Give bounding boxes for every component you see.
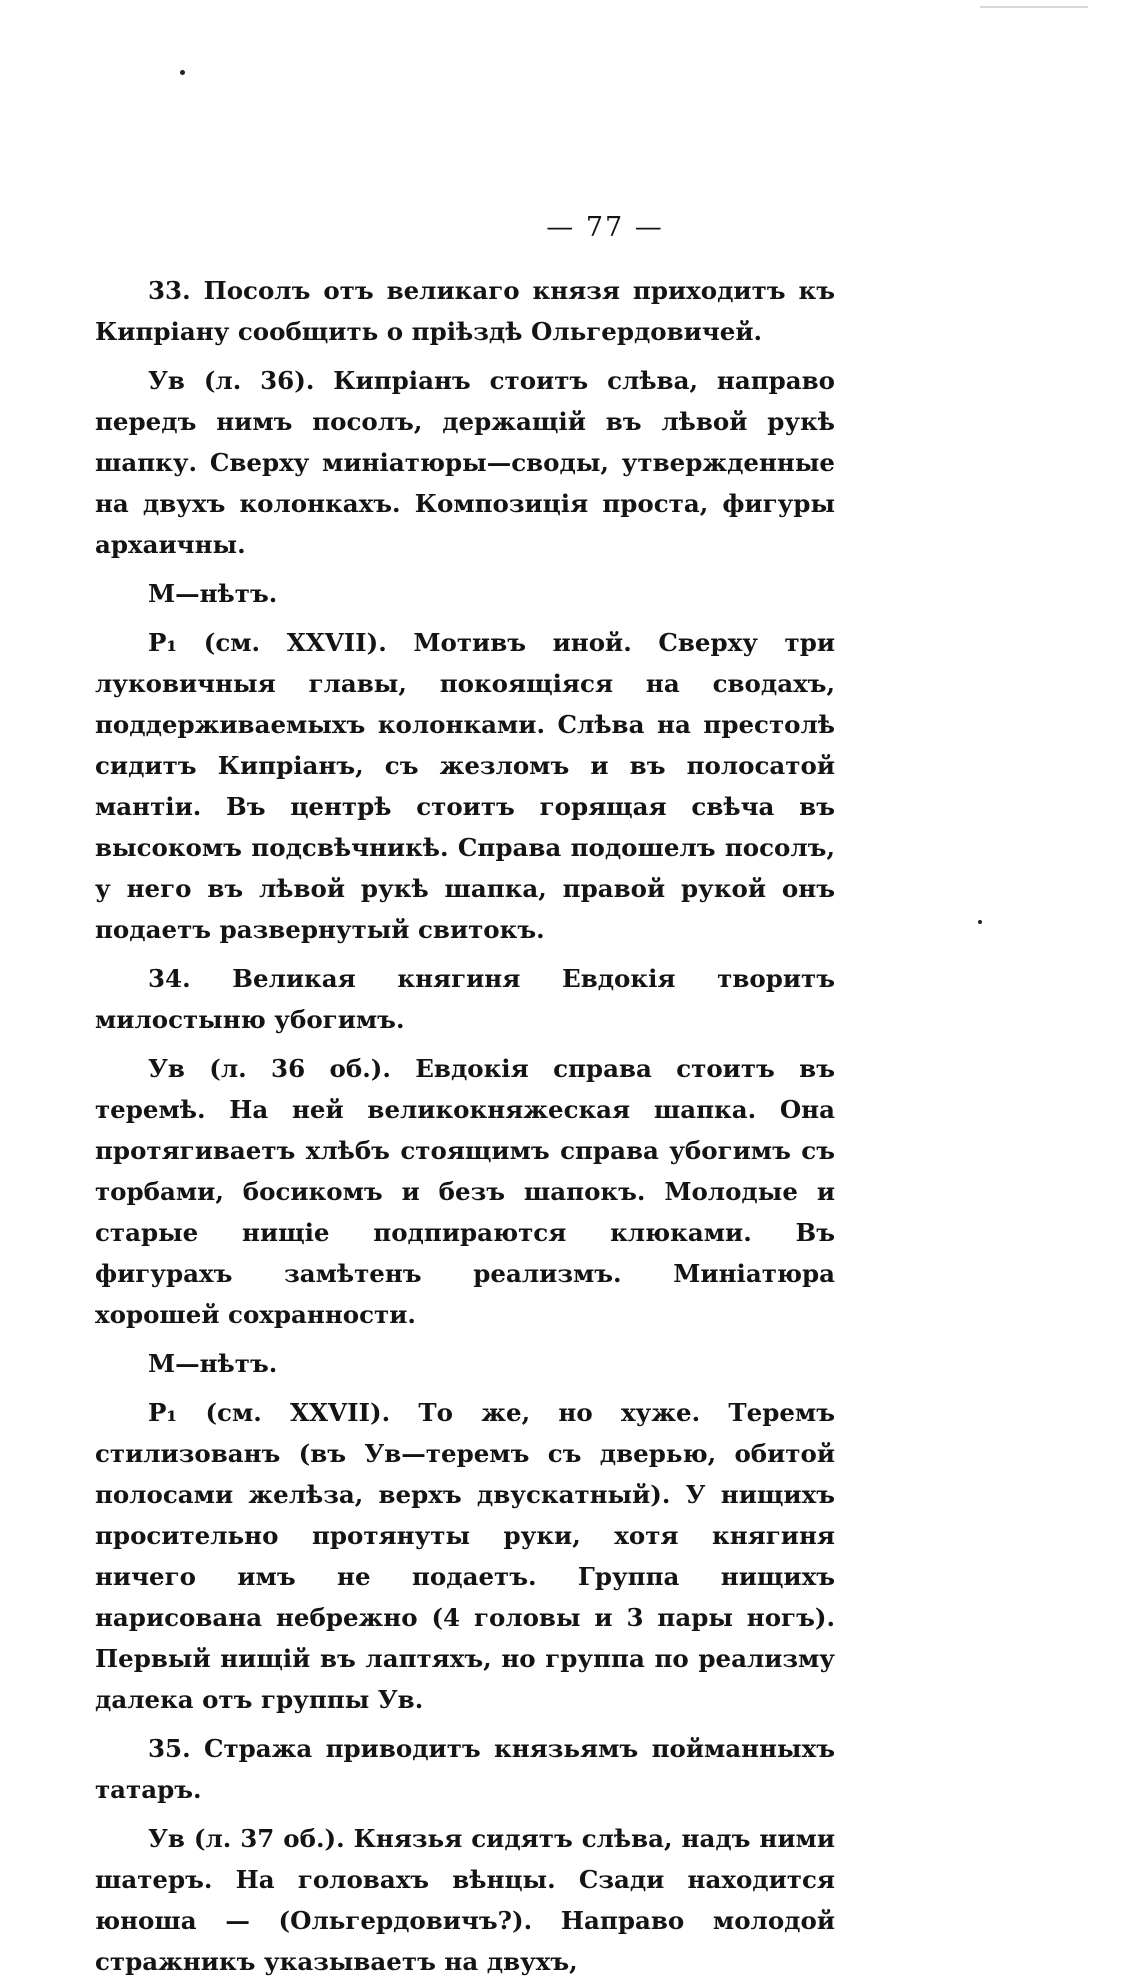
- ink-speck: [978, 920, 982, 924]
- page-number: — 77 —: [546, 212, 664, 243]
- paragraph-m-none: М—нѣтъ.: [148, 579, 278, 608]
- paragraph-p1-xxvii: P₁ (см. XXVII). Мотивъ иной. Сверху три луковичныя главы, покоящіяся на сводахъ, поддерживаемыхъ колонками. Слѣва на престолѣ сидитъ Кипріанъ, съ жезломъ и въ полосатой мантіи. Въ центрѣ стоитъ горящая свѣча въ высокомъ подсвѣчникѣ. Справа подошелъ посолъ, у него въ лѣвой рукѣ шапка, правой рукой онъ подаетъ развернутый свитокъ.: [95, 628, 835, 944]
- paragraph-uv-l36: Ув (л. 36). Кипріанъ стоитъ слѣва, направо передъ нимъ посолъ, держащій въ лѣвой рукѣ шапку. Сверху миніатюры—своды, утвержденные на двухъ колонкахъ. Композиція проста, фигуры архаичны.: [95, 366, 835, 559]
- ink-speck: [180, 70, 185, 75]
- paragraph-m-none: М—нѣтъ.: [148, 1349, 278, 1378]
- paragraph-item-33-heading: 33. Посолъ отъ великаго князя приходитъ къ Кипріану сообщить о пріѣздѣ Ольгердовичей.: [95, 276, 835, 346]
- scan-edge-line: [980, 6, 1088, 8]
- paragraph-uv-l36-ob: Ув (л. 36 об.). Евдокія справа стоитъ въ теремѣ. На ней великокняжеская шапка. Она протягиваетъ хлѣбъ стоящимъ справа убогимъ съ торбами, босикомъ и безъ шапокъ. Молодые и старые нищіе подпираются клюками. Въ фигурахъ замѣтенъ реализмъ. Миніатюра хорошей сохранности.: [95, 1054, 835, 1329]
- paragraph-p1-xxvii-worse: P₁ (см. XXVII). То же, но хуже. Теремъ стилизованъ (въ Ув—теремъ съ дверью, обитой полосами желѣза, верхъ двускатный). У нищихъ просительно протянуты руки, хотя княгиня ничего имъ не подаетъ. Группа нищихъ нарисована небрежно (4 головы и 3 пары ногъ). Первый нищій въ лаптяхъ, но группа по реализму далека отъ группы Ув.: [95, 1398, 835, 1714]
- paragraph-uv-l37-ob: Ув (л. 37 об.). Князья сидятъ слѣва, надъ ними шатеръ. На головахъ вѣнцы. Сзади находится юноша — (Ольгердовичъ?). Направо молодой стражникъ указываетъ на двухъ,: [95, 1824, 835, 1976]
- paragraph-item-35-heading: 35. Стража приводитъ князьямъ пойманныхъ татаръ.: [95, 1734, 835, 1804]
- paragraph-item-34-heading: 34. Великая княгиня Евдокія творитъ милостыню убогимъ.: [95, 964, 835, 1034]
- body-text: [95, 270, 835, 1982]
